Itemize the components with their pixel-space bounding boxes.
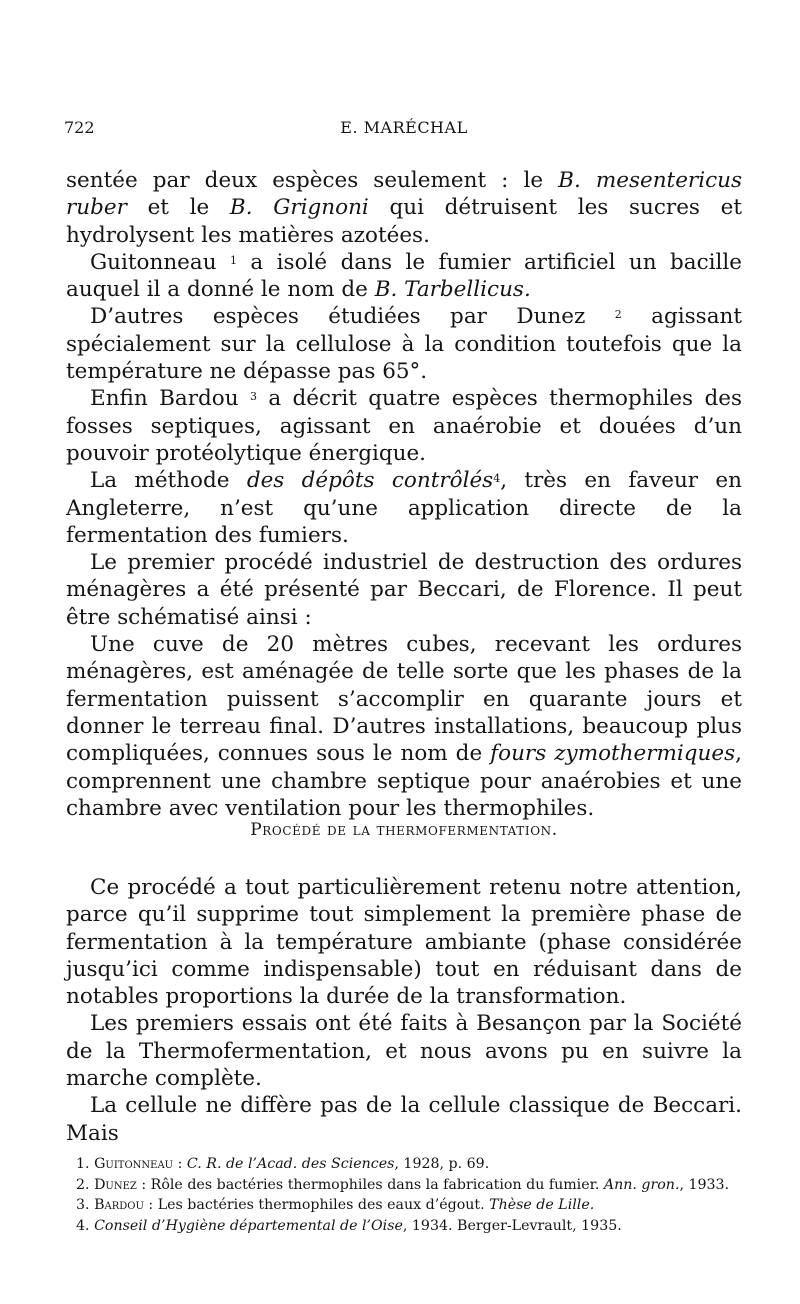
- paragraph: Le premier procédé industriel de destruction des ordures ménagères a été présenté par Beccari, de Florence. Il peut être schématisé ainsi :: [66, 550, 742, 630]
- paragraph: La méthode des dépôts contrôlés$^4$, très en faveur en Angleterre, n’est qu’une application directe de la fermentation des fumiers.: [66, 468, 742, 548]
- footnote-ref: 2: [614, 308, 622, 322]
- section-heading: Procédé de la thermofermentation.: [250, 820, 558, 840]
- paragraph: Enfin Bardou $^3$ a décrit quatre espèces thermophiles des fosses septiques, agissant en anaérobie et douées d’un pouvoir protéolytique énergique.: [66, 386, 742, 466]
- page-header: [64, 118, 744, 144]
- footnote-2: 2. Dunez : Rôle des bactéries thermophiles dans la fabrication du fumier. Ann. gron., 1933.: [76, 1176, 730, 1193]
- running-head: E. MARÉCHAL: [340, 118, 468, 137]
- paragraph: La cellule ne diffère pas de la cellule classique de Beccari. Mais: [66, 1093, 742, 1146]
- paragraph: sentée par deux espèces seulement : le B. mesentericus ruber et le B. Grignoni qui détruisent les sucres et hydrolysent les matières azotées.: [66, 168, 743, 248]
- paragraph: Ce procédé a tout particulièrement retenu notre attention, parce qu’il supprime tout simplement la première phase de fermentation à la température ambiante (phase considérée jusqu’ici comme indispensable) tout en réduisant dans de notables proportions la durée de la transformation.: [66, 875, 742, 1010]
- paragraph: Guitonneau $^1$ a isolé dans le fumier artificiel un bacille auquel il a donné le nom de B. Tarbellicus.: [66, 249, 742, 303]
- body-text-continued: [66, 874, 742, 1147]
- footnote-ref: 4: [493, 472, 501, 486]
- body-text: [66, 167, 742, 822]
- footnote-ref: 1: [230, 253, 237, 267]
- footnote-ref: 3: [249, 390, 257, 404]
- paragraph: Une cuve de 20 mètres cubes, recevant les ordures ménagères, est aménagée de telle sorte que les phases de la fermentation puissent s’accomplir en quarante jours et donner le terreau final. D’autres installations, beaucoup plus compliquées, connues sous le nom de fours zymothermiques, comprennent une chambre septique pour anaérobies et une chambre avec ventilation pour les thermophiles.: [66, 632, 742, 821]
- footnotes: [76, 1154, 742, 1236]
- paragraph: D’autres espèces étudiées par Dunez $^2$ agissant spécialement sur la cellulose à la condition toutefois que la température ne dépasse pas 65°.: [66, 304, 743, 385]
- page-number: 722: [64, 118, 95, 137]
- footnote-3: 3. Bardou : Les bactéries thermophiles des eaux d’égout. Thèse de Lille.: [76, 1197, 595, 1213]
- paragraph: Les premiers essais ont été faits à Besançon par la Société de la Thermofermentation, et nous avons pu en suivre la marche complète.: [66, 1011, 742, 1092]
- footnote-1: 1. Guitonneau : C. R. de l’Acad. des Sciences, 1928, p. 69.: [76, 1156, 490, 1172]
- footnote-4: 4. Conseil d’Hygiène départemental de l’Oise, 1934. Berger-Levrault, 1935.: [76, 1217, 622, 1234]
